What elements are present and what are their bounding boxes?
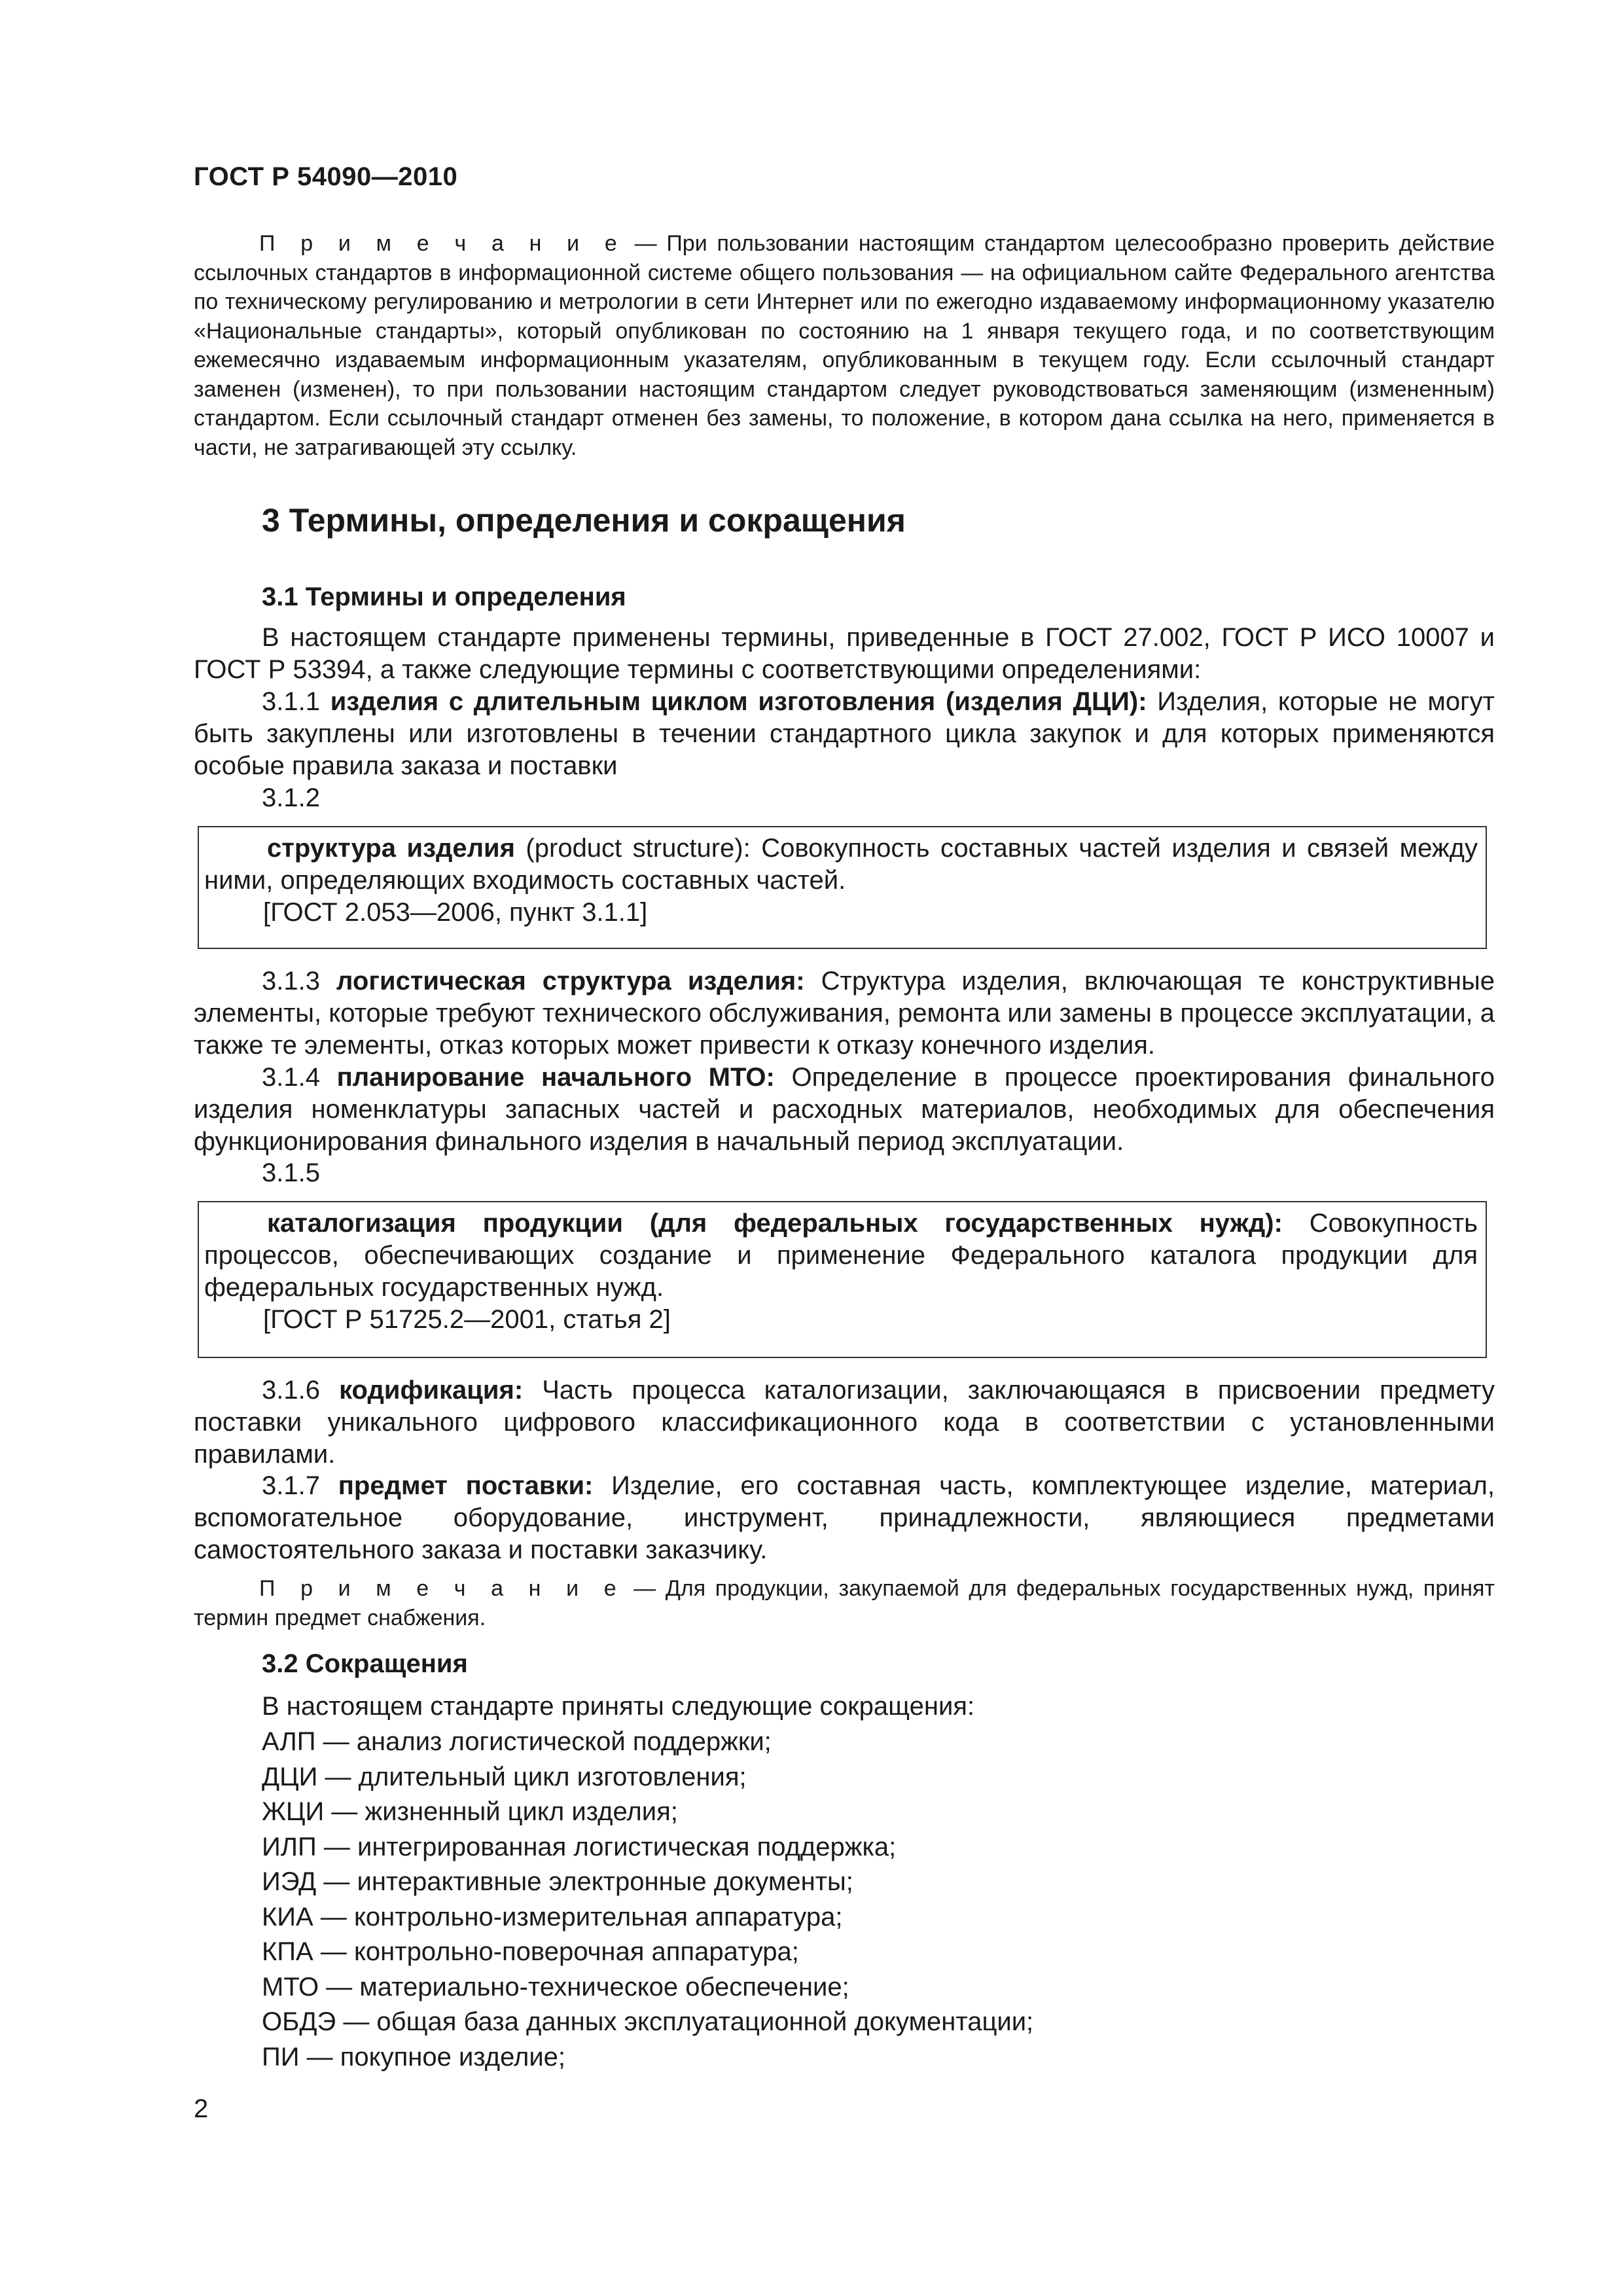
abbr-item: ПИ — покупное изделие; xyxy=(262,2043,566,2072)
term-3-1-7 xyxy=(194,1470,1495,1566)
term-definition: Определение в процессе проектирования финального изделия номенклатуры запасных частей и расходных материалов, необходимых для обеспечения функционирования финального изделия в начальный период эксплуатации. xyxy=(194,1063,1495,1156)
term-definition: Структура изделия, включающая те конструктивные элементы, которые требуют технического обслуживания, ремонта или замены в процессе эксплуатации, а также те элементы, отказ которых может привести к отказу конечного изделия. xyxy=(194,967,1495,1060)
term-number: 3.1.7 xyxy=(262,1471,320,1500)
note-block xyxy=(194,229,1495,462)
abbr-item: МТО — материально-техническое обеспечение; xyxy=(262,1973,849,2001)
term-name: предмет поставки: xyxy=(338,1471,594,1500)
term-number: 3.1.3 xyxy=(262,967,320,996)
term-3-1-6 xyxy=(194,1374,1495,1471)
term-box-3-1-2 xyxy=(198,826,1487,949)
term-number: 3.1.1 xyxy=(262,687,320,716)
term-box-3-1-5 xyxy=(198,1201,1487,1358)
term-source: [ГОСТ 2.053—2006, пункт 3.1.1] xyxy=(263,898,648,927)
term-name: структура изделия xyxy=(267,834,515,863)
abbr-item: КПА — контрольно-поверочная аппаратура; xyxy=(262,1937,799,1966)
abbr-item: ЖЦИ — жизненный цикл изделия; xyxy=(262,1797,678,1826)
term-number: 3.1.4 xyxy=(262,1063,320,1092)
section-title: 3 Термины, определения и сокращения xyxy=(262,502,906,539)
term-definition: Изделия, которые не могут быть закуплены или изготовлены в течении стандартного цикла закупок и для которых применяются особые правила заказа и поставки xyxy=(194,687,1495,780)
abbr-item: ИЛП — интегрированная логистическая поддержка; xyxy=(262,1833,897,1861)
note-block-2 xyxy=(194,1574,1495,1632)
intro-paragraph: В настоящем стандарте применены термины, приведенные в ГОСТ 27.002, ГОСТ Р ИСО 10007 и ГОСТ Р 53394, а также следующие термины с соответствующими определениями: xyxy=(194,623,1495,684)
abbr-item: ОБДЭ — общая база данных эксплуатационной документации; xyxy=(262,2007,1034,2036)
note-label: П р и м е ч а н и е xyxy=(259,1576,624,1601)
term-number: 3.1.6 xyxy=(262,1376,320,1405)
document-header: ГОСТ Р 54090—2010 xyxy=(194,162,458,191)
note-text: — При пользовании настоящим стандартом целесообразно проверить действие ссылочных стандартов в информационной системе общего пользования — на официальном сайте Федерального агентства по техническому регулированию и метрологии в сети Интернет или по ежегодно издаваемому информационному указателю «Национальные стандарты», который опубликован по состоянию на 1 января текущего года, и по соответствующим ежемесячно издаваемым информационным указателям, опубликованным в текущем году. Если ссылочный стандарт заменен (изменен), то при пользовании настоящим стандартом следует руководствоваться заменяющим (измененным) стандартом. Если ссылочный стандарт отменен без замены, то положение, в котором дана ссылка на него, применяется в части, не затрагивающей эту ссылку. xyxy=(194,231,1495,460)
abbr-item: ИЭД — интерактивные электронные документы; xyxy=(262,1867,853,1896)
abbr-item: КИА — контрольно-измерительная аппаратура; xyxy=(262,1903,843,1931)
note-label: П р и м е ч а н и е xyxy=(259,231,625,256)
term-definition: Часть процесса каталогизации, заключающаяся в присвоении предмету поставки уникального цифрового классификационного кода в соответствии с установленными правилами. xyxy=(194,1376,1495,1469)
term-definition: Изделие, его составная часть, комплектующее изделие, материал, вспомогательное оборудование, инструмент, принадлежности, являющиеся предметами самостоятельного заказа и поставки заказчику. xyxy=(194,1471,1495,1564)
note-text: — Для продукции, закупаемой для федеральных государственных нужд, принят термин предмет снабжения. xyxy=(194,1576,1495,1630)
box-definition xyxy=(204,833,1478,897)
term-number-3-1-2: 3.1.2 xyxy=(262,783,320,812)
subsection-title: 3.1 Термины и определения xyxy=(262,583,626,611)
term-name: логистическая структура изделия: xyxy=(336,967,805,996)
term-definition: Совокупность процессов, обеспечивающих создание и применение Федерального каталога продукции для федеральных государственных нужд. xyxy=(204,1209,1478,1302)
term-name: изделия с длительным циклом изготовления (изделия ДЦИ): xyxy=(330,687,1147,716)
box-definition xyxy=(204,1208,1478,1304)
term-name: кодификация: xyxy=(339,1376,524,1405)
term-english: (product structure): xyxy=(514,834,751,863)
abbr-intro: В настоящем стандарте приняты следующие сокращения: xyxy=(262,1692,975,1721)
term-name: каталогизация продукции (для федеральных государственных нужд): xyxy=(267,1209,1283,1238)
term-3-1-4 xyxy=(194,1062,1495,1158)
abbr-item: ДЦИ — длительный цикл изготовления; xyxy=(262,1763,747,1791)
page-number: 2 xyxy=(194,2094,209,2123)
term-3-1-1 xyxy=(194,686,1495,782)
subsection-title-abbr: 3.2 Сокращения xyxy=(262,1649,468,1678)
abbr-item: АЛП — анализ логистической поддержки; xyxy=(262,1727,772,1756)
term-definition: Совокупность составных частей изделия и связей между ними, определяющих входимость составных частей. xyxy=(204,834,1478,895)
term-3-1-3 xyxy=(194,965,1495,1062)
term-number-3-1-5: 3.1.5 xyxy=(262,1158,320,1187)
term-name: планирование начального МТО: xyxy=(336,1063,775,1092)
term-source: [ГОСТ Р 51725.2—2001, статья 2] xyxy=(263,1305,671,1334)
